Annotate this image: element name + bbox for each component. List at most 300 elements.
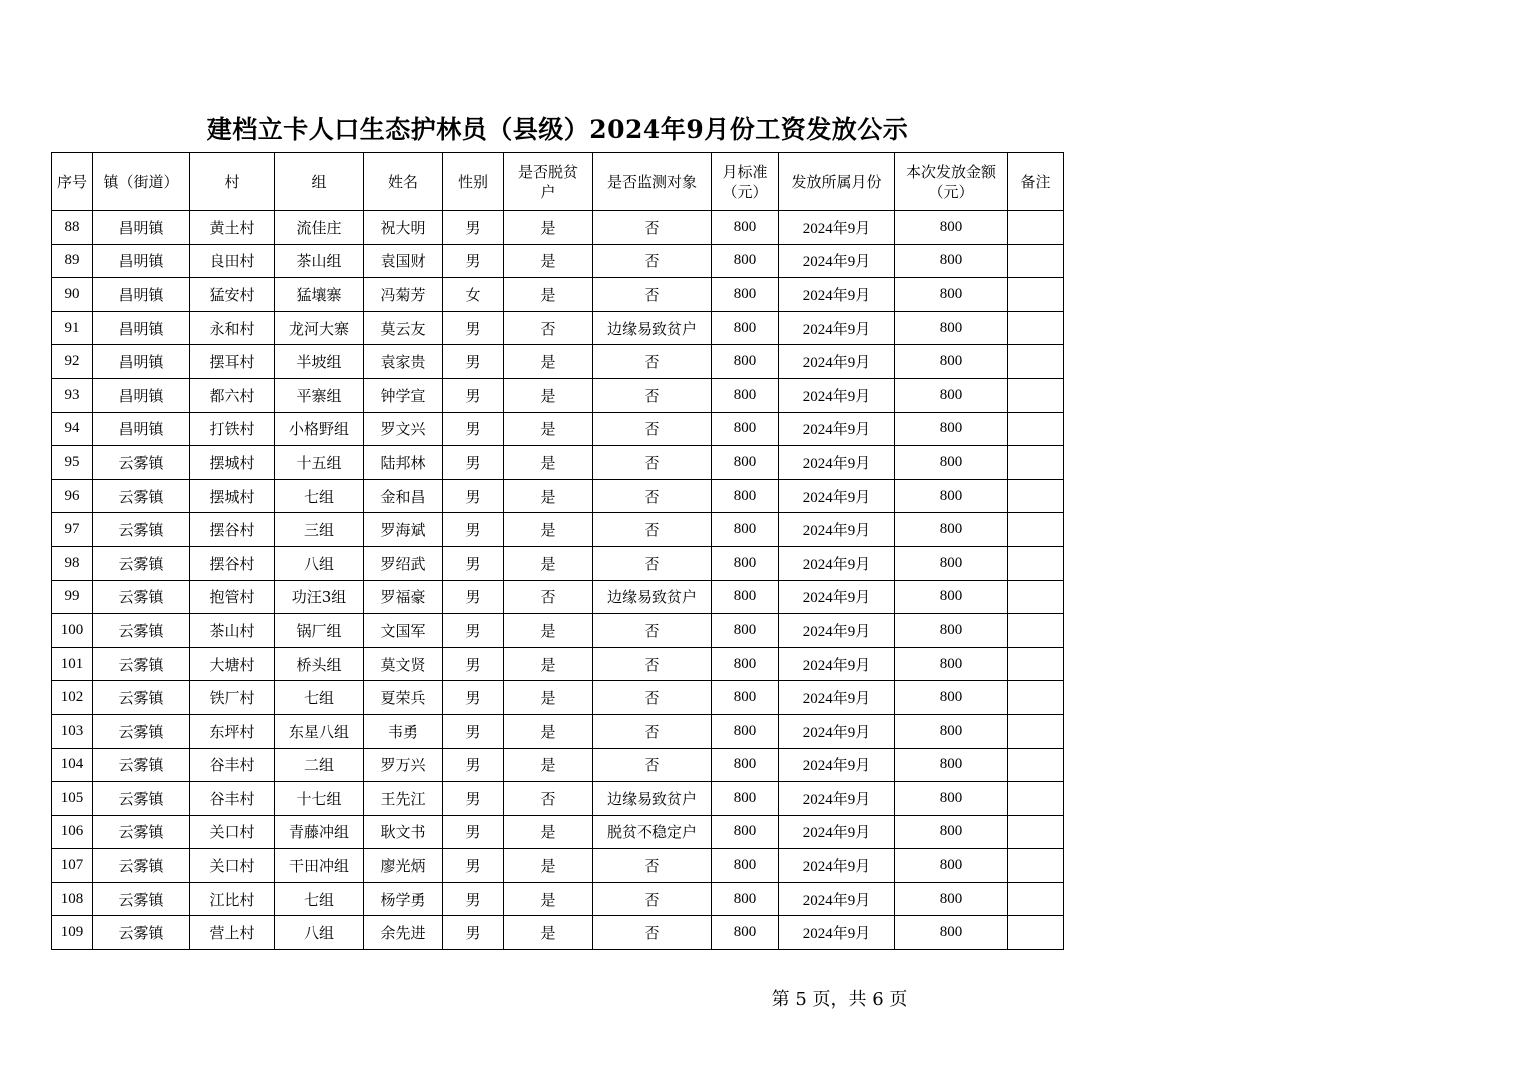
cell-town: 云雾镇 bbox=[93, 916, 190, 950]
cell-gender: 男 bbox=[443, 513, 504, 547]
cell-name: 钟学宣 bbox=[364, 378, 443, 412]
cell-poverty: 是 bbox=[504, 244, 593, 278]
page-footer bbox=[52, 985, 1520, 1011]
cell-poverty: 是 bbox=[504, 546, 593, 580]
cell-month: 2024年9月 bbox=[779, 614, 895, 648]
cell-poverty: 是 bbox=[504, 748, 593, 782]
cell-remark bbox=[1008, 815, 1064, 849]
cell-name: 夏荣兵 bbox=[364, 681, 443, 715]
cell-village: 谷丰村 bbox=[190, 748, 275, 782]
cell-poverty: 是 bbox=[504, 211, 593, 245]
header-amount: 本次发放金额（元） bbox=[895, 153, 1008, 211]
table-row bbox=[52, 412, 1064, 446]
cell-group: 功汪3组 bbox=[275, 580, 364, 614]
header-poverty: 是否脱贫户 bbox=[504, 153, 593, 211]
cell-town: 云雾镇 bbox=[93, 748, 190, 782]
cell-monitor: 否 bbox=[593, 681, 712, 715]
table-row bbox=[52, 782, 1064, 816]
cell-town: 云雾镇 bbox=[93, 479, 190, 513]
cell-name: 罗海斌 bbox=[364, 513, 443, 547]
cell-village: 打铁村 bbox=[190, 412, 275, 446]
cell-village: 摆谷村 bbox=[190, 546, 275, 580]
cell-month: 2024年9月 bbox=[779, 647, 895, 681]
cell-amount: 800 bbox=[895, 345, 1008, 379]
cell-monitor: 否 bbox=[593, 849, 712, 883]
cell-remark bbox=[1008, 849, 1064, 883]
table-row bbox=[52, 849, 1064, 883]
cell-month: 2024年9月 bbox=[779, 211, 895, 245]
cell-month: 2024年9月 bbox=[779, 513, 895, 547]
header-name: 姓名 bbox=[364, 153, 443, 211]
cell-gender: 男 bbox=[443, 849, 504, 883]
cell-name: 罗福豪 bbox=[364, 580, 443, 614]
cell-amount: 800 bbox=[895, 446, 1008, 480]
header-monitor: 是否监测对象 bbox=[593, 153, 712, 211]
table-row bbox=[52, 614, 1064, 648]
wage-table bbox=[51, 152, 1064, 950]
cell-remark bbox=[1008, 714, 1064, 748]
cell-village: 黄土村 bbox=[190, 211, 275, 245]
cell-village: 关口村 bbox=[190, 815, 275, 849]
cell-poverty: 是 bbox=[504, 882, 593, 916]
cell-standard: 800 bbox=[712, 378, 779, 412]
cell-group: 八组 bbox=[275, 546, 364, 580]
cell-poverty: 是 bbox=[504, 446, 593, 480]
cell-poverty: 是 bbox=[504, 815, 593, 849]
header-group: 组 bbox=[275, 153, 364, 211]
cell-town: 云雾镇 bbox=[93, 647, 190, 681]
cell-town: 昌明镇 bbox=[93, 311, 190, 345]
cell-seq: 100 bbox=[52, 614, 93, 648]
cell-group: 七组 bbox=[275, 882, 364, 916]
cell-amount: 800 bbox=[895, 244, 1008, 278]
header-town: 镇（街道） bbox=[93, 153, 190, 211]
cell-standard: 800 bbox=[712, 782, 779, 816]
cell-poverty: 否 bbox=[504, 782, 593, 816]
table-row bbox=[52, 311, 1064, 345]
cell-month: 2024年9月 bbox=[779, 681, 895, 715]
header-standard: 月标准（元） bbox=[712, 153, 779, 211]
cell-month: 2024年9月 bbox=[779, 378, 895, 412]
cell-seq: 99 bbox=[52, 580, 93, 614]
cell-gender: 男 bbox=[443, 647, 504, 681]
cell-amount: 800 bbox=[895, 916, 1008, 950]
table-row bbox=[52, 580, 1064, 614]
cell-poverty: 是 bbox=[504, 378, 593, 412]
cell-gender: 男 bbox=[443, 815, 504, 849]
cell-village: 摆城村 bbox=[190, 479, 275, 513]
cell-town: 云雾镇 bbox=[93, 714, 190, 748]
cell-town: 云雾镇 bbox=[93, 849, 190, 883]
cell-monitor: 否 bbox=[593, 244, 712, 278]
cell-seq: 101 bbox=[52, 647, 93, 681]
cell-amount: 800 bbox=[895, 815, 1008, 849]
cell-group: 锅厂组 bbox=[275, 614, 364, 648]
cell-name: 莫云友 bbox=[364, 311, 443, 345]
cell-amount: 800 bbox=[895, 681, 1008, 715]
cell-amount: 800 bbox=[895, 849, 1008, 883]
cell-village: 铁厂村 bbox=[190, 681, 275, 715]
cell-poverty: 是 bbox=[504, 345, 593, 379]
cell-standard: 800 bbox=[712, 580, 779, 614]
cell-village: 大塘村 bbox=[190, 647, 275, 681]
cell-group: 二组 bbox=[275, 748, 364, 782]
cell-monitor: 否 bbox=[593, 882, 712, 916]
cell-standard: 800 bbox=[712, 714, 779, 748]
cell-monitor: 否 bbox=[593, 211, 712, 245]
cell-poverty: 是 bbox=[504, 647, 593, 681]
cell-remark bbox=[1008, 378, 1064, 412]
cell-poverty: 是 bbox=[504, 412, 593, 446]
cell-village: 东坪村 bbox=[190, 714, 275, 748]
cell-gender: 男 bbox=[443, 378, 504, 412]
cell-month: 2024年9月 bbox=[779, 748, 895, 782]
cell-standard: 800 bbox=[712, 546, 779, 580]
cell-standard: 800 bbox=[712, 211, 779, 245]
cell-month: 2024年9月 bbox=[779, 782, 895, 816]
cell-remark bbox=[1008, 513, 1064, 547]
cell-remark bbox=[1008, 244, 1064, 278]
cell-seq: 88 bbox=[52, 211, 93, 245]
cell-poverty: 是 bbox=[504, 479, 593, 513]
cell-monitor: 否 bbox=[593, 446, 712, 480]
cell-group: 东星八组 bbox=[275, 714, 364, 748]
cell-group: 七组 bbox=[275, 479, 364, 513]
cell-monitor: 否 bbox=[593, 748, 712, 782]
cell-gender: 男 bbox=[443, 412, 504, 446]
cell-monitor: 否 bbox=[593, 513, 712, 547]
cell-remark bbox=[1008, 278, 1064, 312]
cell-amount: 800 bbox=[895, 882, 1008, 916]
table-row bbox=[52, 378, 1064, 412]
cell-monitor: 否 bbox=[593, 479, 712, 513]
cell-month: 2024年9月 bbox=[779, 278, 895, 312]
cell-seq: 97 bbox=[52, 513, 93, 547]
cell-town: 云雾镇 bbox=[93, 546, 190, 580]
table-row bbox=[52, 815, 1064, 849]
cell-remark bbox=[1008, 311, 1064, 345]
cell-name: 余先进 bbox=[364, 916, 443, 950]
cell-village: 抱管村 bbox=[190, 580, 275, 614]
cell-group: 干田冲组 bbox=[275, 849, 364, 883]
cell-remark bbox=[1008, 345, 1064, 379]
cell-village: 江比村 bbox=[190, 882, 275, 916]
table-row bbox=[52, 647, 1064, 681]
cell-group: 流佳庄 bbox=[275, 211, 364, 245]
cell-town: 云雾镇 bbox=[93, 446, 190, 480]
cell-town: 云雾镇 bbox=[93, 580, 190, 614]
cell-remark bbox=[1008, 546, 1064, 580]
table-row bbox=[52, 446, 1064, 480]
cell-month: 2024年9月 bbox=[779, 345, 895, 379]
cell-name: 罗文兴 bbox=[364, 412, 443, 446]
cell-standard: 800 bbox=[712, 916, 779, 950]
cell-remark bbox=[1008, 782, 1064, 816]
cell-gender: 男 bbox=[443, 714, 504, 748]
table-body bbox=[52, 211, 1064, 950]
cell-town: 云雾镇 bbox=[93, 614, 190, 648]
cell-month: 2024年9月 bbox=[779, 479, 895, 513]
cell-town: 昌明镇 bbox=[93, 278, 190, 312]
cell-amount: 800 bbox=[895, 782, 1008, 816]
cell-month: 2024年9月 bbox=[779, 412, 895, 446]
cell-standard: 800 bbox=[712, 815, 779, 849]
cell-remark bbox=[1008, 446, 1064, 480]
cell-gender: 男 bbox=[443, 244, 504, 278]
cell-month: 2024年9月 bbox=[779, 714, 895, 748]
cell-seq: 105 bbox=[52, 782, 93, 816]
cell-amount: 800 bbox=[895, 714, 1008, 748]
cell-village: 关口村 bbox=[190, 849, 275, 883]
cell-gender: 男 bbox=[443, 345, 504, 379]
cell-month: 2024年9月 bbox=[779, 882, 895, 916]
cell-amount: 800 bbox=[895, 479, 1008, 513]
cell-seq: 102 bbox=[52, 681, 93, 715]
table-row bbox=[52, 278, 1064, 312]
cell-name: 金和昌 bbox=[364, 479, 443, 513]
cell-gender: 男 bbox=[443, 782, 504, 816]
cell-town: 昌明镇 bbox=[93, 378, 190, 412]
cell-gender: 男 bbox=[443, 211, 504, 245]
cell-group: 小格野组 bbox=[275, 412, 364, 446]
cell-seq: 91 bbox=[52, 311, 93, 345]
cell-seq: 108 bbox=[52, 882, 93, 916]
cell-gender: 男 bbox=[443, 546, 504, 580]
cell-gender: 男 bbox=[443, 882, 504, 916]
cell-standard: 800 bbox=[712, 681, 779, 715]
cell-monitor: 否 bbox=[593, 412, 712, 446]
header-gender: 性别 bbox=[443, 153, 504, 211]
cell-seq: 106 bbox=[52, 815, 93, 849]
cell-amount: 800 bbox=[895, 412, 1008, 446]
cell-seq: 94 bbox=[52, 412, 93, 446]
table-row bbox=[52, 748, 1064, 782]
cell-amount: 800 bbox=[895, 647, 1008, 681]
cell-poverty: 是 bbox=[504, 714, 593, 748]
cell-village: 茶山村 bbox=[190, 614, 275, 648]
cell-group: 青藤冲组 bbox=[275, 815, 364, 849]
cell-village: 摆谷村 bbox=[190, 513, 275, 547]
cell-seq: 95 bbox=[52, 446, 93, 480]
cell-standard: 800 bbox=[712, 882, 779, 916]
cell-standard: 800 bbox=[712, 278, 779, 312]
table-row bbox=[52, 882, 1064, 916]
cell-month: 2024年9月 bbox=[779, 546, 895, 580]
cell-group: 七组 bbox=[275, 681, 364, 715]
cell-group: 茶山组 bbox=[275, 244, 364, 278]
cell-monitor: 否 bbox=[593, 614, 712, 648]
cell-village: 营上村 bbox=[190, 916, 275, 950]
cell-seq: 104 bbox=[52, 748, 93, 782]
cell-poverty: 是 bbox=[504, 681, 593, 715]
page-number: 第 5 页，共 6 页 bbox=[771, 989, 908, 1010]
cell-gender: 男 bbox=[443, 311, 504, 345]
cell-standard: 800 bbox=[712, 345, 779, 379]
cell-month: 2024年9月 bbox=[779, 916, 895, 950]
cell-month: 2024年9月 bbox=[779, 580, 895, 614]
cell-month: 2024年9月 bbox=[779, 446, 895, 480]
cell-name: 袁家贵 bbox=[364, 345, 443, 379]
cell-group: 猛壤寨 bbox=[275, 278, 364, 312]
cell-town: 昌明镇 bbox=[93, 412, 190, 446]
table-row bbox=[52, 211, 1064, 245]
cell-name: 韦勇 bbox=[364, 714, 443, 748]
cell-seq: 90 bbox=[52, 278, 93, 312]
cell-name: 耿文书 bbox=[364, 815, 443, 849]
cell-name: 陆邦林 bbox=[364, 446, 443, 480]
cell-remark bbox=[1008, 916, 1064, 950]
cell-seq: 109 bbox=[52, 916, 93, 950]
cell-seq: 89 bbox=[52, 244, 93, 278]
cell-standard: 800 bbox=[712, 614, 779, 648]
table-row bbox=[52, 916, 1064, 950]
cell-standard: 800 bbox=[712, 311, 779, 345]
cell-name: 冯菊芳 bbox=[364, 278, 443, 312]
table-row bbox=[52, 513, 1064, 547]
cell-name: 廖光炳 bbox=[364, 849, 443, 883]
cell-group: 龙河大寨 bbox=[275, 311, 364, 345]
cell-standard: 800 bbox=[712, 849, 779, 883]
cell-gender: 男 bbox=[443, 614, 504, 648]
cell-gender: 女 bbox=[443, 278, 504, 312]
cell-gender: 男 bbox=[443, 580, 504, 614]
cell-village: 永和村 bbox=[190, 311, 275, 345]
cell-poverty: 是 bbox=[504, 849, 593, 883]
cell-remark bbox=[1008, 614, 1064, 648]
cell-group: 八组 bbox=[275, 916, 364, 950]
cell-name: 罗万兴 bbox=[364, 748, 443, 782]
cell-monitor: 否 bbox=[593, 546, 712, 580]
cell-group: 十七组 bbox=[275, 782, 364, 816]
cell-name: 杨学勇 bbox=[364, 882, 443, 916]
cell-seq: 107 bbox=[52, 849, 93, 883]
cell-amount: 800 bbox=[895, 378, 1008, 412]
cell-town: 昌明镇 bbox=[93, 345, 190, 379]
cell-remark bbox=[1008, 882, 1064, 916]
cell-remark bbox=[1008, 580, 1064, 614]
cell-name: 祝大明 bbox=[364, 211, 443, 245]
cell-monitor: 边缘易致贫户 bbox=[593, 580, 712, 614]
cell-amount: 800 bbox=[895, 513, 1008, 547]
cell-standard: 800 bbox=[712, 748, 779, 782]
cell-village: 都六村 bbox=[190, 378, 275, 412]
cell-amount: 800 bbox=[895, 748, 1008, 782]
table-row bbox=[52, 714, 1064, 748]
table-row bbox=[52, 479, 1064, 513]
table-row bbox=[52, 546, 1064, 580]
cell-poverty: 是 bbox=[504, 513, 593, 547]
header-row bbox=[52, 153, 1064, 211]
cell-poverty: 是 bbox=[504, 278, 593, 312]
cell-village: 摆城村 bbox=[190, 446, 275, 480]
cell-poverty: 否 bbox=[504, 580, 593, 614]
cell-amount: 800 bbox=[895, 311, 1008, 345]
cell-month: 2024年9月 bbox=[779, 311, 895, 345]
cell-remark bbox=[1008, 211, 1064, 245]
cell-monitor: 否 bbox=[593, 916, 712, 950]
cell-group: 十五组 bbox=[275, 446, 364, 480]
table-row bbox=[52, 345, 1064, 379]
cell-name: 袁国财 bbox=[364, 244, 443, 278]
cell-amount: 800 bbox=[895, 546, 1008, 580]
cell-monitor: 否 bbox=[593, 714, 712, 748]
cell-standard: 800 bbox=[712, 412, 779, 446]
cell-seq: 92 bbox=[52, 345, 93, 379]
cell-gender: 男 bbox=[443, 479, 504, 513]
document-title: 建档立卡人口生态护林员（县级）2024年9月份工资发放公示 bbox=[206, 115, 909, 144]
cell-amount: 800 bbox=[895, 278, 1008, 312]
cell-monitor: 边缘易致贫户 bbox=[593, 782, 712, 816]
cell-month: 2024年9月 bbox=[779, 849, 895, 883]
cell-group: 三组 bbox=[275, 513, 364, 547]
cell-name: 王先江 bbox=[364, 782, 443, 816]
cell-poverty: 是 bbox=[504, 916, 593, 950]
cell-town: 昌明镇 bbox=[93, 211, 190, 245]
cell-town: 云雾镇 bbox=[93, 815, 190, 849]
cell-village: 摆耳村 bbox=[190, 345, 275, 379]
header-remark: 备注 bbox=[1008, 153, 1064, 211]
cell-remark bbox=[1008, 681, 1064, 715]
cell-town: 云雾镇 bbox=[93, 681, 190, 715]
cell-standard: 800 bbox=[712, 446, 779, 480]
cell-month: 2024年9月 bbox=[779, 244, 895, 278]
cell-standard: 800 bbox=[712, 513, 779, 547]
cell-village: 良田村 bbox=[190, 244, 275, 278]
cell-town: 云雾镇 bbox=[93, 782, 190, 816]
cell-amount: 800 bbox=[895, 211, 1008, 245]
cell-gender: 男 bbox=[443, 748, 504, 782]
cell-remark bbox=[1008, 479, 1064, 513]
cell-gender: 男 bbox=[443, 681, 504, 715]
cell-town: 昌明镇 bbox=[93, 244, 190, 278]
cell-remark bbox=[1008, 647, 1064, 681]
cell-remark bbox=[1008, 412, 1064, 446]
header-month: 发放所属月份 bbox=[779, 153, 895, 211]
cell-gender: 男 bbox=[443, 446, 504, 480]
cell-seq: 103 bbox=[52, 714, 93, 748]
cell-standard: 800 bbox=[712, 647, 779, 681]
cell-standard: 800 bbox=[712, 244, 779, 278]
cell-month: 2024年9月 bbox=[779, 815, 895, 849]
cell-standard: 800 bbox=[712, 479, 779, 513]
cell-monitor: 脱贫不稳定户 bbox=[593, 815, 712, 849]
cell-poverty: 是 bbox=[504, 614, 593, 648]
cell-town: 云雾镇 bbox=[93, 882, 190, 916]
cell-name: 罗绍武 bbox=[364, 546, 443, 580]
cell-monitor: 否 bbox=[593, 345, 712, 379]
cell-monitor: 否 bbox=[593, 278, 712, 312]
cell-seq: 93 bbox=[52, 378, 93, 412]
cell-gender: 男 bbox=[443, 916, 504, 950]
cell-group: 桥头组 bbox=[275, 647, 364, 681]
cell-seq: 96 bbox=[52, 479, 93, 513]
cell-poverty: 否 bbox=[504, 311, 593, 345]
table-row bbox=[52, 244, 1064, 278]
cell-amount: 800 bbox=[895, 614, 1008, 648]
cell-group: 半坡组 bbox=[275, 345, 364, 379]
table-row bbox=[52, 681, 1064, 715]
cell-monitor: 否 bbox=[593, 378, 712, 412]
cell-name: 莫文贤 bbox=[364, 647, 443, 681]
cell-monitor: 边缘易致贫户 bbox=[593, 311, 712, 345]
cell-remark bbox=[1008, 748, 1064, 782]
cell-group: 平寨组 bbox=[275, 378, 364, 412]
cell-name: 文国军 bbox=[364, 614, 443, 648]
header-seq: 序号 bbox=[52, 153, 93, 211]
header-village: 村 bbox=[190, 153, 275, 211]
cell-seq: 98 bbox=[52, 546, 93, 580]
cell-village: 猛安村 bbox=[190, 278, 275, 312]
